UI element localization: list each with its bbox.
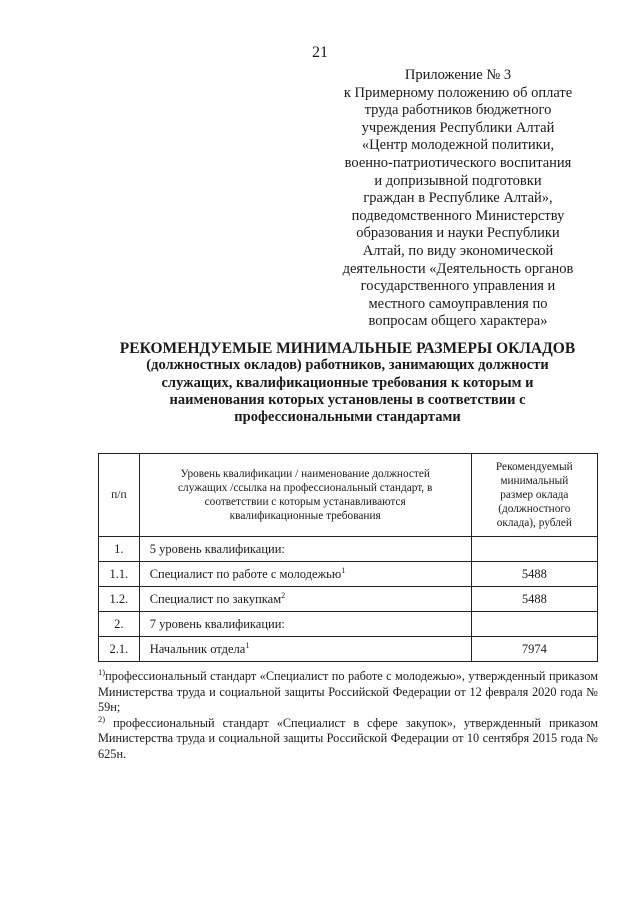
appendix-line: труда работников бюджетного	[364, 102, 552, 119]
header-line: служащих /ссылка на профессиональный стандарт, в	[178, 482, 433, 494]
appendix-line: местного самоуправления по	[368, 295, 548, 312]
appendix-line: военно-патриотического воспитания	[344, 154, 572, 171]
row-num: 1.1.	[99, 562, 140, 587]
header-line: минимальный	[500, 475, 569, 487]
table-row	[99, 587, 598, 612]
row-text	[139, 637, 471, 662]
footnote	[98, 713, 598, 763]
header-line: Рекомендуемый	[495, 461, 573, 473]
appendix-line: деятельности «Деятельность органов	[342, 260, 574, 277]
row-label: 5 уровень квалификации:	[149, 541, 285, 556]
footnotes	[98, 666, 598, 762]
row-num: 1.	[99, 537, 140, 562]
appendix-line: подведомственного Министерству	[351, 207, 565, 224]
row-text	[139, 562, 471, 587]
appendix-line: граждан в Республике Алтай»,	[363, 190, 553, 207]
table-header-row	[99, 454, 598, 537]
title-line: наименования которых установлены в соответствии с	[169, 391, 526, 408]
appendix-line: учреждения Республики Алтай	[361, 119, 555, 136]
row-text	[139, 587, 471, 612]
table-row	[99, 537, 598, 562]
row-value	[471, 612, 597, 637]
header-line: размер оклада	[500, 489, 569, 501]
appendix-line: к Примерному положению об оплате	[343, 84, 573, 101]
row-label: 7 уровень квалификации:	[149, 616, 285, 631]
header-salary	[471, 454, 597, 537]
table-row	[99, 612, 598, 637]
title-line: РЕКОМЕНДУЕМЫЕ МИНИМАЛЬНЫЕ РАЗМЕРЫ ОКЛАДОВ	[119, 340, 576, 357]
appendix-line: «Центр молодежной политики,	[361, 137, 555, 154]
table-row	[99, 562, 598, 587]
appendix-line: Приложение № 3	[404, 67, 512, 83]
footnote-ref: 1	[341, 565, 346, 575]
row-label: Специалист по закупкам	[149, 591, 282, 606]
row-num: 1.2.	[99, 587, 140, 612]
footnote-text: профессиональный стандарт «Специалист по работе с молодежью», утвержденный приказом Министерства труда и социальной защиты Российской Федерации от 12 февраля 2020 года № 59н;	[98, 669, 598, 714]
header-line: соответствии с которым устанавливаются	[204, 496, 406, 508]
row-value	[471, 537, 597, 562]
footnote	[98, 666, 598, 716]
row-num: 2.1.	[99, 637, 140, 662]
table-row	[99, 637, 598, 662]
appendix-line: Алтай, по виду экономической	[362, 242, 554, 259]
appendix-line: образования и науки Республики	[356, 225, 560, 242]
row-text	[139, 612, 471, 637]
footnote-ref: 1	[245, 640, 250, 650]
row-text	[139, 537, 471, 562]
header-line: квалификационные требования	[229, 510, 381, 522]
title-line: профессиональными стандартами	[234, 409, 461, 426]
footnote-mark: 2)	[98, 713, 106, 724]
appendix-line: и допризывной подготовки	[374, 172, 542, 189]
row-label: Начальник отдела	[149, 641, 246, 656]
header-requirements	[139, 454, 471, 537]
document-title	[95, 340, 600, 426]
header-line: оклада), рублей	[496, 517, 572, 529]
row-value: 5488	[471, 587, 597, 612]
title-line: служащих, квалификационные требования к которым и	[161, 374, 534, 391]
title-line: (должностных окладов) работников, занимающих должности	[146, 357, 549, 374]
header-line: (должностного	[498, 503, 571, 515]
header-line: Уровень квалификации / наименование должностей	[180, 468, 430, 480]
appendix-header	[318, 67, 598, 331]
row-label: Специалист по работе с молодежью	[149, 566, 342, 581]
row-num: 2.	[99, 612, 140, 637]
appendix-line: вопросам общего характера»	[368, 313, 548, 330]
salary-table	[98, 453, 598, 662]
footnote-mark: 1)	[98, 666, 106, 677]
header-num: п/п	[99, 454, 140, 537]
row-value: 7974	[471, 637, 597, 662]
row-value: 5488	[471, 562, 597, 587]
footnote-ref: 2	[281, 590, 286, 600]
appendix-line: государственного управления и	[360, 278, 556, 295]
footnote-text: профессиональный стандарт «Специалист в сфере закупок», утвержденный приказом Министерства труда и социальной защиты Российской Федерации от 10 сентября 2015 года № 625н.	[98, 715, 598, 761]
page-number: 21	[312, 44, 328, 61]
